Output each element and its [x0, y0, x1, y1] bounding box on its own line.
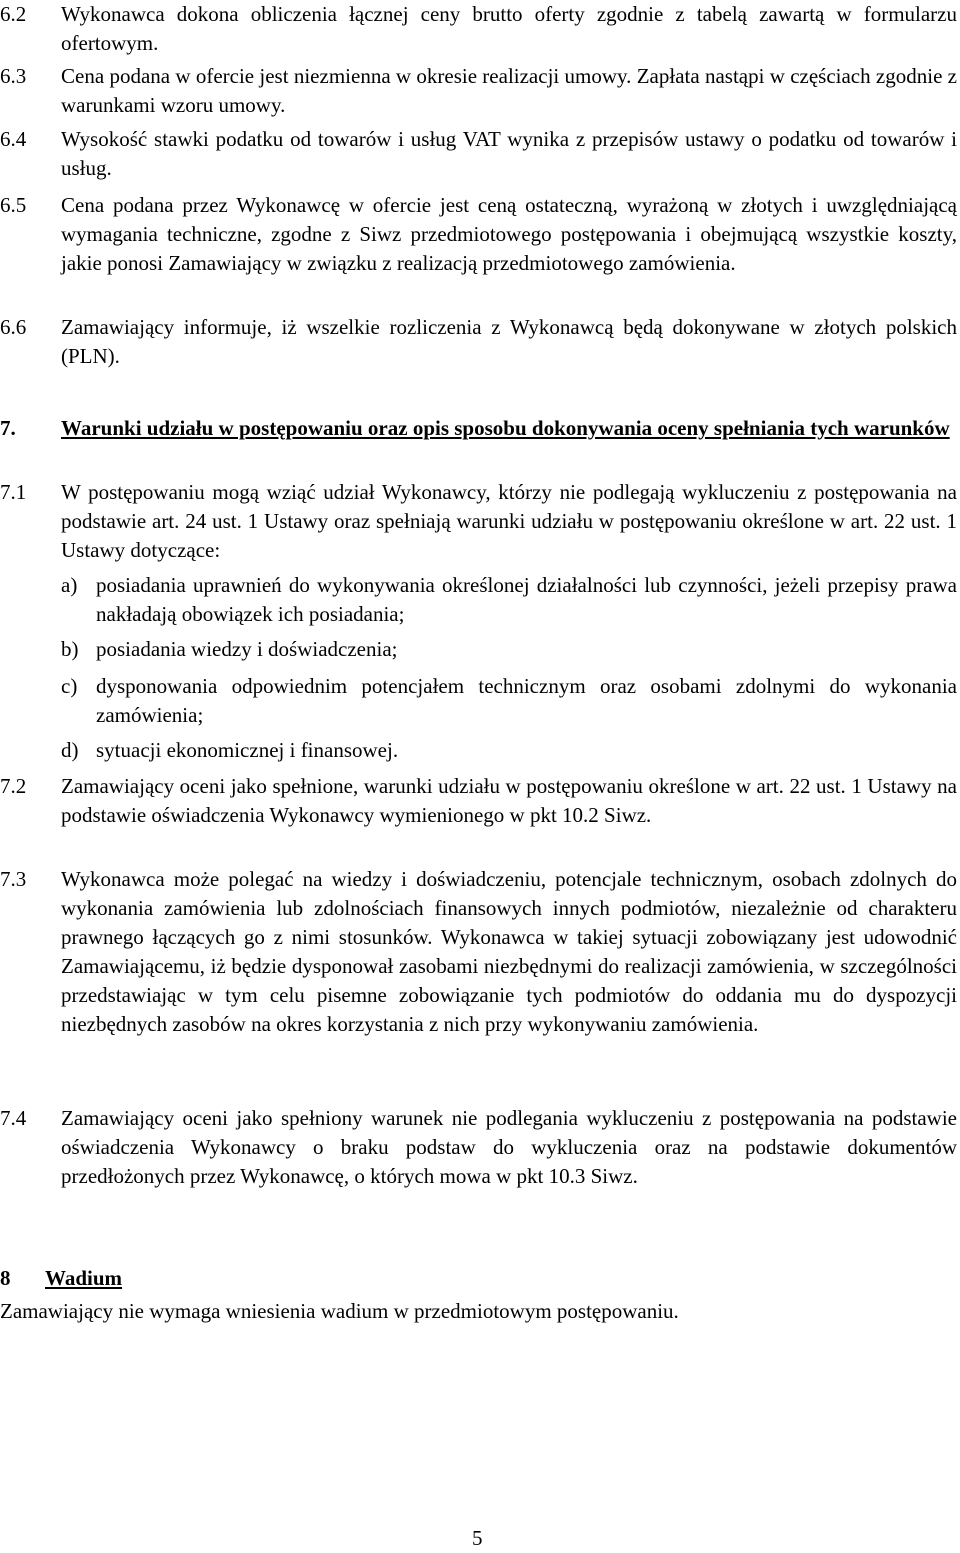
section-title: Wadium: [45, 1266, 123, 1290]
subitem-a: [61, 571, 957, 629]
item-7-1: [0, 478, 957, 565]
subitem-text: posiadania wiedzy i doświadczenia;: [96, 637, 398, 661]
item-text: Wykonawca może polegać na wiedzy i doświadczeniu, potencjale technicznym, osobach zdolnych do wykonania zamówienia lub zdolnościach finansowych innych podmiotów, niezależnie od charakteru prawnego łączących go z nimi stosunków. Wykonawca w takiej sytuacji zobowiązany jest udowodnić Zamawiającemu, iż będzie dysponował zasobami niezbędnymi do realizacji zamówienia, w szczególności przedstawiając w tym celu pisemne zobowiązanie tych podmiotów do oddania mu do dyspozycji niezbędnych zasobów na okres korzystania z nich przy wykonywaniu zamówienia.: [61, 867, 957, 1036]
subitem-letter: b): [61, 637, 79, 661]
subitem-text: sytuacji ekonomicznej i finansowej.: [96, 738, 399, 762]
subitem-letter: a): [61, 573, 78, 597]
section-7-heading: [0, 414, 957, 443]
item-number: 6.2: [0, 2, 27, 26]
subitem-letter: d): [61, 738, 79, 762]
item-number: 7.3: [0, 867, 27, 891]
subitem-d: [61, 736, 957, 765]
item-7-3: [0, 865, 957, 1039]
subitem-c: [61, 672, 957, 730]
item-number: 6.6: [0, 315, 27, 339]
item-text: Wykonawca dokona obliczenia łącznej ceny brutto oferty zgodnie z tabelą zawartą w formularzu ofertowym.: [61, 2, 957, 55]
page-number: 5: [472, 1526, 483, 1550]
item-6-5: [0, 191, 957, 278]
section-8-heading: [0, 1264, 957, 1293]
item-text: Cena podana w ofercie jest niezmienna w okresie realizacji umowy. Zapłata nastąpi w częściach zgodnie z warunkami wzoru umowy.: [61, 64, 957, 117]
item-7-2: [0, 772, 957, 830]
item-7-4: [0, 1104, 957, 1191]
section-number: 7.: [0, 416, 16, 440]
section-number: 8: [0, 1266, 11, 1290]
item-number: 6.3: [0, 64, 27, 88]
subitem-text: dysponowania odpowiednim potencjałem technicznym oraz osobami zdolnymi do wykonania zamówienia;: [96, 674, 957, 727]
item-number: 7.4: [0, 1106, 27, 1130]
subitem-letter: c): [61, 674, 78, 698]
item-6-3: [0, 62, 957, 120]
item-text: Zamawiający oceni jako spełniony warunek nie podlegania wykluczeniu z postępowania na podstawie oświadczenia Wykonawcy o braku podstaw do wykluczenia oraz na podstawie dokumentów przedłożonych przez Wykonawcę, o których mowa w pkt 10.3 Siwz.: [61, 1106, 957, 1188]
item-number: 7.1: [0, 480, 27, 504]
section-8-text: Zamawiający nie wymaga wniesienia wadium w przedmiotowym postępowaniu.: [0, 1299, 679, 1323]
item-text: Zamawiający informuje, iż wszelkie rozliczenia z Wykonawcą będą dokonywane w złotych polskich (PLN).: [61, 315, 957, 368]
item-text: Zamawiający oceni jako spełnione, warunki udziału w postępowaniu określone w art. 22 ust. 1 Ustawy na podstawie oświadczenia Wykonawcy wymienionego w pkt 10.2 Siwz.: [61, 774, 957, 827]
item-text: Cena podana przez Wykonawcę w ofercie jest ceną ostateczną, wyrażoną w złotych i uwzględniającą wymagania techniczne, zgodne z Siwz przedmiotowego postępowania i obejmującą wszystkie koszty, jakie ponosi Zamawiający w związku z realizacją przedmiotowego zamówienia.: [61, 193, 957, 275]
item-6-2: [0, 0, 957, 58]
subitem-text: posiadania uprawnień do wykonywania określonej działalności lub czynności, jeżeli przepisy prawa nakładają obowiązek ich posiadania;: [96, 573, 957, 626]
item-number: 6.4: [0, 127, 27, 151]
item-number: 6.5: [0, 193, 27, 217]
item-text: W postępowaniu mogą wziąć udział Wykonawcy, którzy nie podlegają wykluczeniu z postępowania na podstawie art. 24 ust. 1 Ustawy oraz spełniają warunki udziału w postępowaniu określone w art. 22 ust. 1 Ustawy dotyczące:: [61, 480, 957, 562]
item-6-6: [0, 313, 957, 371]
item-number: 7.2: [0, 774, 27, 798]
item-6-4: [0, 125, 957, 183]
section-title: Warunki udziału w postępowaniu oraz opis sposobu dokonywania oceny spełniania tych warunków: [61, 416, 950, 440]
subitem-b: [61, 635, 957, 664]
item-text: Wysokość stawki podatku od towarów i usług VAT wynika z przepisów ustawy o podatku od towarów i usług.: [61, 127, 957, 180]
